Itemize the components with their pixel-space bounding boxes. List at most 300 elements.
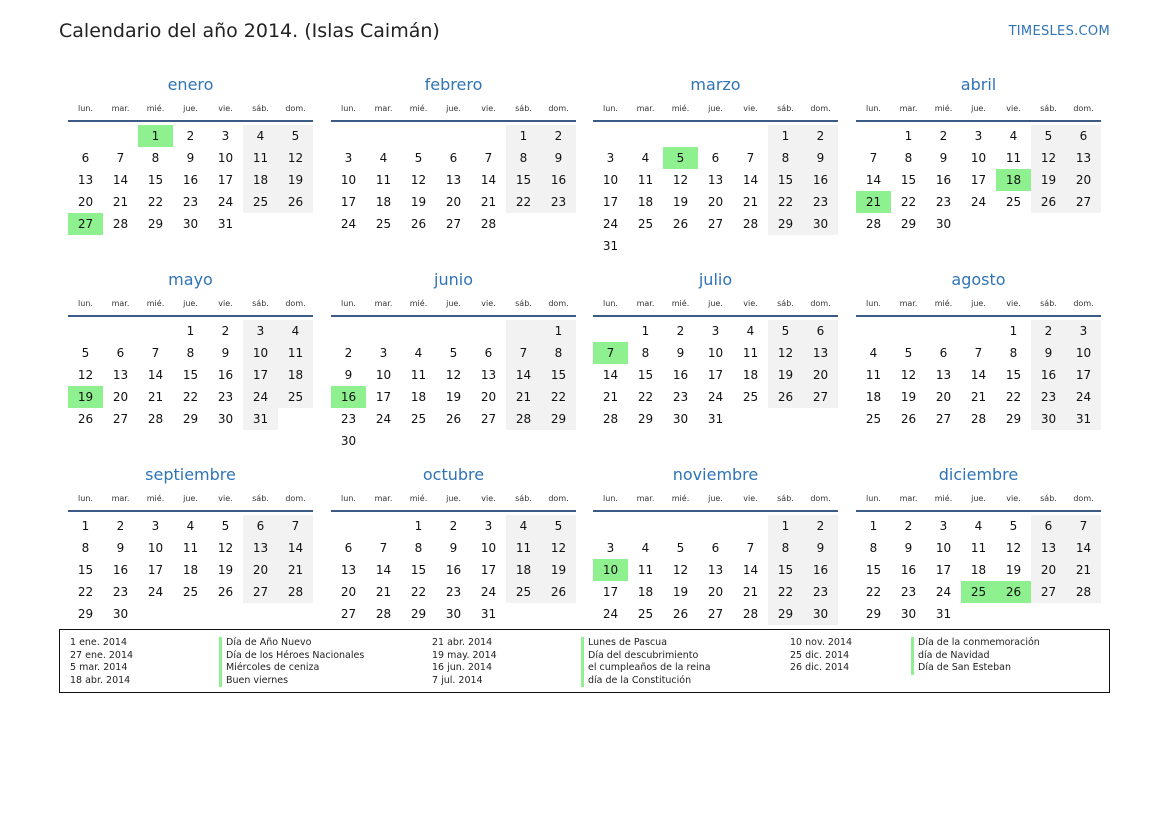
weekday-label: sáb. — [252, 299, 269, 308]
day-cell: 7 — [1066, 515, 1101, 537]
day-cell: 8 — [151, 151, 160, 165]
day-cell: 4 — [379, 151, 388, 165]
day-cell: 3 — [939, 519, 948, 533]
weekday-label: dom. — [1073, 104, 1094, 113]
day-cell: 17 — [1066, 364, 1101, 386]
day-cell: 18 — [410, 390, 427, 404]
empty-cell — [663, 125, 698, 147]
day-cell: 29 — [410, 607, 427, 621]
day-cell: 21 — [147, 390, 164, 404]
weekday-label: lun. — [78, 104, 93, 113]
day-cell: 23 — [1031, 386, 1066, 408]
day-cell: 16 — [672, 368, 689, 382]
day-cell: 8 — [541, 342, 576, 364]
weekday-label: sáb. — [515, 494, 532, 503]
day-cell: 6 — [344, 541, 353, 555]
weekday-label: jue. — [971, 494, 986, 503]
weekday-label: lun. — [866, 104, 881, 113]
day-cell: 5 — [904, 346, 913, 360]
day-cell: 4 — [186, 519, 195, 533]
day-cell: 16 — [541, 169, 576, 191]
day-cell: 8 — [869, 541, 878, 555]
day-cell: 30 — [803, 603, 838, 625]
day-cell: 29 — [541, 408, 576, 430]
holiday-date: 25 dic. 2014 — [790, 649, 850, 661]
holiday-date: 18 abr. 2014 — [70, 674, 131, 686]
day-cell: 27 — [935, 412, 952, 426]
day-cell: 1 — [768, 125, 803, 147]
holiday-day-cell: 26 — [996, 581, 1031, 603]
day-cell: 20 — [340, 585, 357, 599]
weekday-label: mar. — [111, 299, 130, 308]
day-cell: 28 — [506, 408, 541, 430]
day-cell: 11 — [375, 173, 392, 187]
weekday-label: dom. — [548, 299, 569, 308]
day-cell: 15 — [77, 563, 94, 577]
day-cell: 20 — [803, 364, 838, 386]
day-cell: 23 — [935, 195, 952, 209]
legend-item — [790, 662, 1090, 675]
weekday-header — [331, 293, 576, 317]
weekday-header — [593, 488, 838, 512]
day-cell: 13 — [112, 368, 129, 382]
day-cell: 4 — [641, 541, 650, 555]
day-cell: 16 — [182, 173, 199, 187]
weekday-label: sáb. — [252, 494, 269, 503]
day-cell: 8 — [904, 151, 913, 165]
day-cell: 24 — [707, 390, 724, 404]
day-cell: 14 — [278, 537, 313, 559]
weekday-label: sáb. — [777, 494, 794, 503]
day-grid — [593, 515, 838, 625]
weekday-label: jue. — [183, 104, 198, 113]
weekday-label: mié. — [409, 104, 428, 113]
weekday-label: mié. — [409, 494, 428, 503]
day-cell: 23 — [803, 581, 838, 603]
day-cell: 30 — [935, 217, 952, 231]
day-cell: 8 — [186, 346, 195, 360]
day-cell: 3 — [1066, 320, 1101, 342]
weekday-label: mar. — [636, 299, 655, 308]
day-cell: 3 — [243, 320, 278, 342]
holiday-date: 1 ene. 2014 — [70, 637, 127, 648]
month-name: septiembre — [145, 465, 236, 484]
day-cell: 19 — [445, 390, 462, 404]
empty-cell — [401, 125, 436, 147]
holiday-day-cell: 5 — [663, 147, 698, 169]
month-name: febrero — [424, 75, 483, 94]
day-cell: 15 — [506, 169, 541, 191]
weekday-header — [856, 488, 1101, 512]
holiday-date: 10 nov. 2014 — [790, 637, 853, 648]
day-cell: 1 — [414, 519, 423, 533]
day-cell: 19 — [541, 559, 576, 581]
day-cell: 18 — [243, 169, 278, 191]
empty-cell — [698, 125, 733, 147]
day-cell: 25 — [742, 390, 759, 404]
day-cell: 27 — [1066, 191, 1101, 213]
empty-cell — [926, 320, 961, 342]
day-cell: 31 — [707, 412, 724, 426]
day-cell: 9 — [221, 346, 230, 360]
day-cell: 31 — [1066, 408, 1101, 430]
month-agosto — [856, 269, 1101, 430]
day-cell: 14 — [375, 563, 392, 577]
day-cell: 9 — [541, 147, 576, 169]
empty-cell — [471, 125, 506, 147]
day-cell: 18 — [865, 390, 882, 404]
day-cell: 19 — [410, 195, 427, 209]
day-cell: 18 — [637, 195, 654, 209]
day-cell: 25 — [1005, 195, 1022, 209]
day-cell: 24 — [340, 217, 357, 231]
day-cell: 7 — [506, 342, 541, 364]
weekday-label: jue. — [708, 104, 723, 113]
holiday-name: Lunes de Pascua — [581, 637, 667, 650]
empty-cell — [331, 320, 366, 342]
weekday-label: sáb. — [777, 104, 794, 113]
day-cell: 1 — [869, 519, 878, 533]
day-cell: 11 — [410, 368, 427, 382]
day-cell: 26 — [77, 412, 94, 426]
day-cell: 11 — [506, 537, 541, 559]
day-cell: 15 — [768, 169, 803, 191]
legend-item — [790, 650, 1090, 663]
brand-link[interactable]: TIMESLES.COM — [1008, 24, 1110, 39]
day-cell: 22 — [77, 585, 94, 599]
day-cell: 31 — [217, 217, 234, 231]
day-cell: 16 — [935, 173, 952, 187]
day-cell: 29 — [768, 213, 803, 235]
day-cell: 4 — [243, 125, 278, 147]
month-abril — [856, 74, 1101, 235]
day-cell: 20 — [1066, 169, 1101, 191]
day-cell: 20 — [935, 390, 952, 404]
day-cell: 18 — [970, 563, 987, 577]
day-cell: 2 — [803, 515, 838, 537]
day-cell: 7 — [116, 151, 125, 165]
day-cell: 4 — [641, 151, 650, 165]
weekday-header — [593, 98, 838, 122]
day-cell: 26 — [900, 412, 917, 426]
weekday-label: sáb. — [515, 299, 532, 308]
day-cell: 25 — [865, 412, 882, 426]
legend-item — [70, 675, 390, 688]
weekday-label: dom. — [285, 494, 306, 503]
day-cell: 30 — [900, 607, 917, 621]
weekday-label: lun. — [78, 494, 93, 503]
weekday-label: lun. — [603, 494, 618, 503]
weekday-label: mar. — [899, 104, 918, 113]
day-cell: 13 — [1031, 537, 1066, 559]
day-cell: 24 — [970, 195, 987, 209]
day-cell: 24 — [217, 195, 234, 209]
weekday-label: sáb. — [777, 299, 794, 308]
holiday-date: 7 jul. 2014 — [432, 674, 483, 686]
weekday-label: jue. — [708, 299, 723, 308]
day-cell: 8 — [768, 537, 803, 559]
weekday-label: dom. — [1073, 299, 1094, 308]
day-cell: 3 — [974, 129, 983, 143]
day-cell: 4 — [746, 324, 755, 338]
weekday-label: mié. — [934, 299, 953, 308]
day-cell: 27 — [112, 412, 129, 426]
empty-cell — [366, 515, 401, 537]
weekday-label: mar. — [111, 104, 130, 113]
empty-cell — [68, 125, 103, 147]
empty-cell — [436, 125, 471, 147]
weekday-label: lun. — [341, 494, 356, 503]
day-cell: 12 — [768, 342, 803, 364]
holiday-day-cell: 10 — [593, 559, 628, 581]
day-cell: 14 — [742, 173, 759, 187]
weekday-label: mar. — [374, 104, 393, 113]
empty-cell — [593, 125, 628, 147]
holiday-name: Día de San Esteban — [911, 662, 1011, 675]
legend-column-1 — [70, 637, 390, 687]
day-cell: 19 — [768, 364, 803, 386]
empty-cell — [663, 515, 698, 537]
day-cell: 10 — [340, 173, 357, 187]
weekday-label: vie. — [218, 104, 233, 113]
month-junio — [331, 269, 576, 452]
day-cell: 10 — [602, 173, 619, 187]
day-cell: 9 — [904, 541, 913, 555]
day-cell: 14 — [865, 173, 882, 187]
day-cell: 6 — [1066, 125, 1101, 147]
day-cell: 12 — [672, 173, 689, 187]
empty-cell — [593, 320, 628, 342]
legend-column-3 — [790, 637, 1090, 675]
day-cell: 8 — [1009, 346, 1018, 360]
day-cell: 26 — [217, 585, 234, 599]
day-cell: 28 — [1066, 581, 1101, 603]
page-title: Calendario del año 2014. (Islas Caimán) — [59, 20, 440, 42]
day-cell: 25 — [182, 585, 199, 599]
day-cell: 1 — [904, 129, 913, 143]
month-name: octubre — [422, 465, 485, 484]
day-cell: 21 — [742, 585, 759, 599]
day-cell: 4 — [869, 346, 878, 360]
day-cell: 24 — [602, 607, 619, 621]
weekday-label: vie. — [218, 299, 233, 308]
weekday-label: jue. — [183, 299, 198, 308]
day-cell: 3 — [484, 519, 493, 533]
weekday-label: jue. — [446, 494, 461, 503]
weekday-label: vie. — [481, 494, 496, 503]
day-cell: 7 — [746, 151, 755, 165]
day-cell: 7 — [974, 346, 983, 360]
day-cell: 7 — [869, 151, 878, 165]
day-cell: 9 — [803, 147, 838, 169]
day-cell: 2 — [116, 519, 125, 533]
day-cell: 10 — [243, 342, 278, 364]
day-cell: 6 — [711, 151, 720, 165]
day-cell: 5 — [1031, 125, 1066, 147]
weekday-label: vie. — [481, 104, 496, 113]
day-cell: 19 — [672, 195, 689, 209]
empty-cell — [366, 320, 401, 342]
day-cell: 10 — [970, 151, 987, 165]
day-cell: 21 — [112, 195, 129, 209]
day-cell: 13 — [480, 368, 497, 382]
day-cell: 18 — [742, 368, 759, 382]
day-cell: 9 — [939, 151, 948, 165]
day-cell: 11 — [637, 563, 654, 577]
day-cell: 10 — [1066, 342, 1101, 364]
empty-cell — [628, 125, 663, 147]
day-cell: 6 — [484, 346, 493, 360]
day-cell: 22 — [637, 390, 654, 404]
day-cell: 17 — [602, 585, 619, 599]
day-cell: 2 — [939, 129, 948, 143]
weekday-label: vie. — [218, 494, 233, 503]
day-cell: 23 — [340, 412, 357, 426]
day-cell: 1 — [506, 125, 541, 147]
month-name: marzo — [690, 75, 741, 94]
day-cell: 20 — [480, 390, 497, 404]
day-cell: 10 — [375, 368, 392, 382]
day-cell: 21 — [970, 390, 987, 404]
day-cell: 15 — [768, 559, 803, 581]
legend-column-2 — [432, 637, 752, 687]
day-cell: 26 — [278, 191, 313, 213]
day-cell: 24 — [602, 217, 619, 231]
day-cell: 21 — [506, 386, 541, 408]
holiday-day-cell: 18 — [996, 169, 1031, 191]
empty-cell — [593, 515, 628, 537]
day-cell: 14 — [147, 368, 164, 382]
day-cell: 6 — [449, 151, 458, 165]
month-marzo — [593, 74, 838, 257]
day-cell: 17 — [935, 563, 952, 577]
day-cell: 4 — [414, 346, 423, 360]
day-cell: 22 — [410, 585, 427, 599]
weekday-label: vie. — [481, 299, 496, 308]
empty-cell — [138, 320, 173, 342]
weekday-header — [856, 98, 1101, 122]
day-cell: 24 — [243, 386, 278, 408]
month-name: diciembre — [938, 465, 1019, 484]
legend-item — [432, 675, 752, 688]
weekday-label: mar. — [899, 299, 918, 308]
day-cell: 3 — [344, 151, 353, 165]
day-cell: 9 — [449, 541, 458, 555]
day-cell: 5 — [414, 151, 423, 165]
day-cell: 28 — [602, 412, 619, 426]
day-cell: 29 — [1005, 412, 1022, 426]
day-cell: 17 — [480, 563, 497, 577]
day-cell: 27 — [340, 607, 357, 621]
day-cell: 12 — [541, 537, 576, 559]
holiday-date: 21 abr. 2014 — [432, 637, 493, 648]
day-cell: 27 — [445, 217, 462, 231]
holiday-day-cell: 27 — [68, 213, 103, 235]
day-cell: 17 — [340, 195, 357, 209]
day-cell: 11 — [742, 346, 759, 360]
month-name: enero — [167, 75, 214, 94]
day-cell: 16 — [217, 368, 234, 382]
day-cell: 6 — [803, 320, 838, 342]
day-cell: 24 — [935, 585, 952, 599]
weekday-label: sáb. — [1040, 299, 1057, 308]
weekday-label: mar. — [374, 299, 393, 308]
day-cell: 22 — [506, 191, 541, 213]
day-cell: 6 — [116, 346, 125, 360]
day-cell: 21 — [602, 390, 619, 404]
day-cell: 23 — [182, 195, 199, 209]
day-cell: 7 — [379, 541, 388, 555]
day-cell: 28 — [742, 607, 759, 621]
weekday-label: dom. — [285, 299, 306, 308]
day-cell: 15 — [182, 368, 199, 382]
empty-cell — [68, 320, 103, 342]
weekday-label: vie. — [1006, 104, 1021, 113]
day-cell: 25 — [375, 217, 392, 231]
day-cell: 16 — [1031, 364, 1066, 386]
day-cell: 22 — [768, 191, 803, 213]
weekday-label: jue. — [183, 494, 198, 503]
day-cell: 3 — [606, 151, 615, 165]
day-cell: 2 — [1031, 320, 1066, 342]
day-cell: 23 — [541, 191, 576, 213]
day-cell: 10 — [707, 346, 724, 360]
weekday-label: mié. — [146, 494, 165, 503]
day-cell: 15 — [147, 173, 164, 187]
weekday-label: mié. — [934, 104, 953, 113]
day-cell: 9 — [186, 151, 195, 165]
holiday-name: Buen viernes — [219, 675, 288, 688]
day-cell: 22 — [900, 195, 917, 209]
day-cell: 20 — [445, 195, 462, 209]
day-cell: 30 — [803, 213, 838, 235]
weekday-header — [331, 488, 576, 512]
day-cell: 15 — [541, 364, 576, 386]
weekday-header — [68, 293, 313, 317]
day-cell: 15 — [637, 368, 654, 382]
weekday-label: dom. — [810, 494, 831, 503]
weekday-label: lun. — [78, 299, 93, 308]
day-cell: 28 — [742, 217, 759, 231]
day-cell: 9 — [803, 537, 838, 559]
day-cell: 20 — [112, 390, 129, 404]
weekday-label: mié. — [671, 494, 690, 503]
holiday-day-cell: 1 — [138, 125, 173, 147]
weekday-label: vie. — [1006, 299, 1021, 308]
day-cell: 17 — [707, 368, 724, 382]
day-cell: 24 — [375, 412, 392, 426]
month-name: agosto — [951, 270, 1006, 289]
day-cell: 20 — [707, 195, 724, 209]
day-cell: 1 — [541, 320, 576, 342]
day-cell: 13 — [707, 173, 724, 187]
day-cell: 30 — [1031, 408, 1066, 430]
weekday-header — [68, 98, 313, 122]
day-cell: 3 — [711, 324, 720, 338]
day-grid — [856, 125, 1101, 235]
day-cell: 4 — [974, 519, 983, 533]
legend-item — [70, 662, 390, 675]
day-cell: 27 — [243, 581, 278, 603]
day-cell: 13 — [1066, 147, 1101, 169]
day-cell: 30 — [112, 607, 129, 621]
day-cell: 1 — [768, 515, 803, 537]
holiday-name: día de Navidad — [911, 650, 989, 663]
holiday-date: 5 mar. 2014 — [70, 662, 128, 673]
day-cell: 19 — [1005, 563, 1022, 577]
day-cell: 6 — [1031, 515, 1066, 537]
day-cell: 1 — [81, 519, 90, 533]
